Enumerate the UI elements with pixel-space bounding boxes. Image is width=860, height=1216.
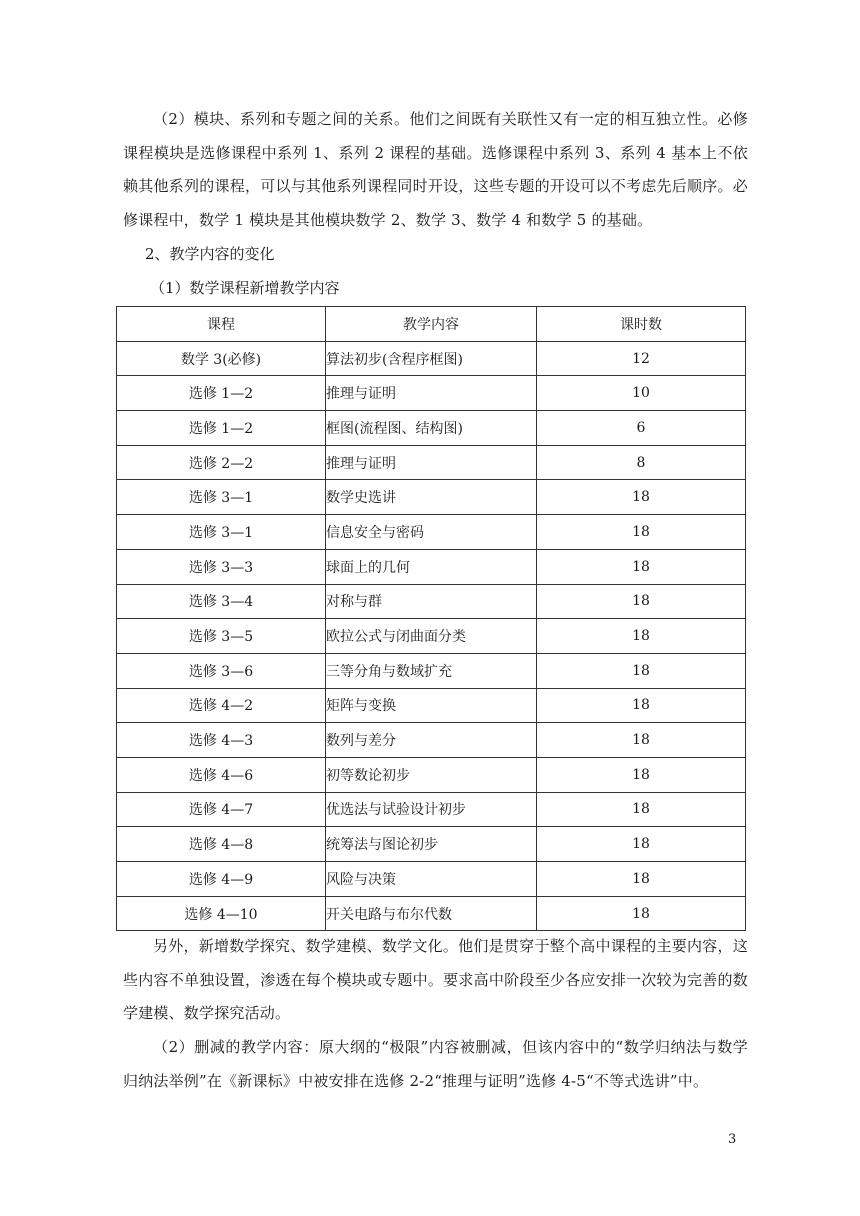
cell-course: 选修 3—3 xyxy=(117,549,326,584)
cell-content: 对称与群 xyxy=(326,584,537,619)
cell-hours: 18 xyxy=(537,862,746,897)
cell-course: 选修 2—2 xyxy=(117,445,326,480)
cell-content: 三等分角与数域扩充 xyxy=(326,653,537,688)
cell-course: 选修 4—3 xyxy=(117,723,326,758)
cell-content: 初等数论初步 xyxy=(326,757,537,792)
cell-content: 优选法与试验设计初步 xyxy=(326,792,537,827)
cell-course: 选修 4—9 xyxy=(117,862,326,897)
cell-hours: 18 xyxy=(537,688,746,723)
table-row xyxy=(117,341,746,376)
table-row xyxy=(117,584,746,619)
cell-course: 选修 1—2 xyxy=(117,376,326,411)
cell-content: 风险与决策 xyxy=(326,862,537,897)
cell-course: 选修 4—7 xyxy=(117,792,326,827)
cell-content: 数学史选讲 xyxy=(326,480,537,515)
table-row xyxy=(117,896,746,931)
header-hours: 课时数 xyxy=(537,307,746,342)
cell-hours: 12 xyxy=(537,341,746,376)
table-header-row xyxy=(117,307,746,342)
cell-course: 选修 4—10 xyxy=(117,896,326,931)
cell-content: 信息安全与密码 xyxy=(326,515,537,550)
cell-course: 选修 4—8 xyxy=(117,827,326,862)
table-row xyxy=(117,757,746,792)
table-row xyxy=(117,827,746,862)
table-row xyxy=(117,480,746,515)
cell-course: 选修 4—2 xyxy=(117,688,326,723)
table-row xyxy=(117,653,746,688)
table-row xyxy=(117,688,746,723)
table-row xyxy=(117,862,746,897)
paragraph-additional-content: 另外，新增数学探究、数学建模、数学文化。他们是贯穿于整个高中课程的主要内容，这些内容不单独设置，渗透在每个模块或专题中。要求高中阶段至少各应安排一次较为完善的数学建模、数学探究活动。 xyxy=(123,937,748,1022)
cell-course: 选修 1—2 xyxy=(117,411,326,446)
cell-content: 算法初步(含程序框图) xyxy=(326,341,537,376)
table-row xyxy=(117,445,746,480)
table-body xyxy=(117,341,746,931)
cell-course: 选修 3—1 xyxy=(117,480,326,515)
paragraph-removed-content: （2）删减的教学内容：原大纲的“极限”内容被删减，但该内容中的“数学归纳法与数学归纳法举例”在《新课标》中被安排在选修 2-2“推理与证明”选修 4-5“不等式选讲”中。 xyxy=(123,1038,748,1090)
new-content-table xyxy=(116,306,746,931)
cell-hours: 18 xyxy=(537,653,746,688)
table-row xyxy=(117,619,746,654)
cell-content: 欧拉公式与闭曲面分类 xyxy=(326,619,537,654)
cell-content: 统筹法与图论初步 xyxy=(326,827,537,862)
section-heading-content-changes: 2、教学内容的变化 xyxy=(145,245,275,263)
cell-content: 矩阵与变换 xyxy=(326,688,537,723)
cell-hours: 18 xyxy=(537,757,746,792)
cell-hours: 18 xyxy=(537,515,746,550)
header-course: 课程 xyxy=(117,307,326,342)
cell-hours: 18 xyxy=(537,480,746,515)
cell-hours: 8 xyxy=(537,445,746,480)
cell-course: 选修 3—6 xyxy=(117,653,326,688)
paragraph-module-relations: （2）模块、系列和专题之间的关系。他们之间既有关联性又有一定的相互独立性。必修课程模块是选修课程中系列 1、系列 2 课程的基础。选修课程中系列 3、系列 4 基本上不依赖其他系列的课程，可以与其他系列课程同时开设，这些专题的开设可以不考虑先后顺序。必修课程中，数学 1 模块是其他模块数学 2、数学 3、数学 4 和数学 5 的基础。 xyxy=(123,110,748,229)
cell-content: 开关电路与布尔代数 xyxy=(326,896,537,931)
cell-content: 球面上的几何 xyxy=(326,549,537,584)
cell-content: 框图(流程图、结构图) xyxy=(326,411,537,446)
cell-course: 选修 3—1 xyxy=(117,515,326,550)
cell-content: 数列与差分 xyxy=(326,723,537,758)
cell-course: 选修 3—4 xyxy=(117,584,326,619)
cell-content: 推理与证明 xyxy=(326,445,537,480)
table-row xyxy=(117,411,746,446)
table-row xyxy=(117,376,746,411)
cell-hours: 18 xyxy=(537,792,746,827)
header-content: 教学内容 xyxy=(326,307,537,342)
cell-hours: 10 xyxy=(537,376,746,411)
cell-course: 数学 3(必修) xyxy=(117,341,326,376)
cell-content: 推理与证明 xyxy=(326,376,537,411)
cell-hours: 18 xyxy=(537,827,746,862)
table-row xyxy=(117,515,746,550)
cell-course: 选修 4—6 xyxy=(117,757,326,792)
cell-course: 选修 3—5 xyxy=(117,619,326,654)
subheading-new-content: （1）数学课程新增教学内容 xyxy=(150,279,340,297)
cell-hours: 18 xyxy=(537,619,746,654)
cell-hours: 18 xyxy=(537,549,746,584)
table-row xyxy=(117,549,746,584)
page-number: 3 xyxy=(728,1132,737,1147)
cell-hours: 18 xyxy=(537,896,746,931)
cell-hours: 6 xyxy=(537,411,746,446)
table-row xyxy=(117,723,746,758)
table-row xyxy=(117,792,746,827)
cell-hours: 18 xyxy=(537,723,746,758)
cell-hours: 18 xyxy=(537,584,746,619)
